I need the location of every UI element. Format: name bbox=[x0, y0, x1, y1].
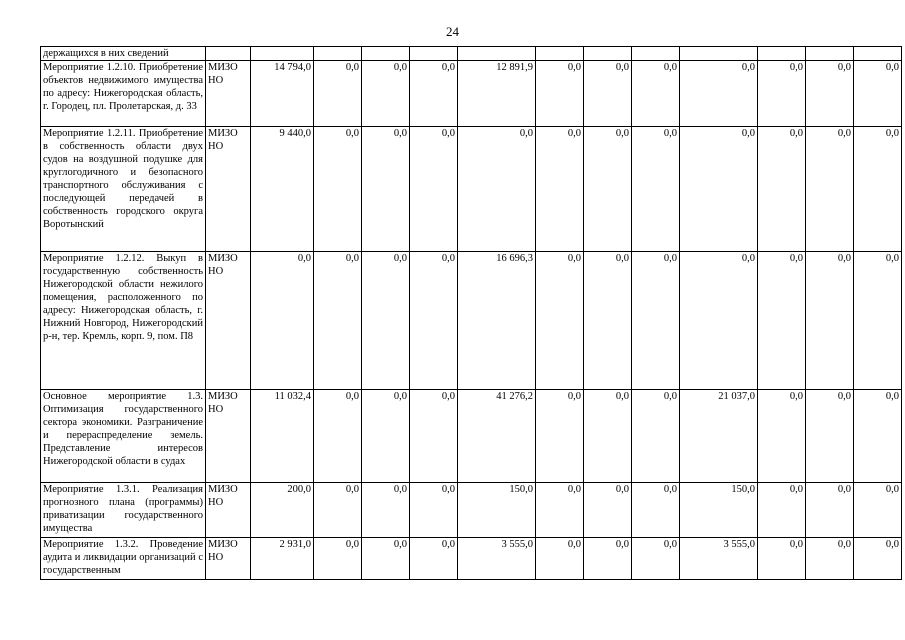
value-cell: 150,0 bbox=[680, 483, 758, 538]
value-cell: 0,0 bbox=[806, 390, 854, 483]
value-cell: 0,0 bbox=[362, 127, 410, 252]
value-cell: 0,0 bbox=[536, 61, 584, 127]
value-cell: 0,0 bbox=[758, 538, 806, 580]
row-description: Мероприятие 1.2.12. Выкуп в государственную собственность Нижегородской области нежилого помещения, расположенного по адресу: Нижегородская область, г. Нижний Новгород, Нижегородский р-н, тер. Кремль, корп. 9, пом. П8 bbox=[41, 252, 206, 390]
table-row bbox=[41, 47, 902, 61]
value-cell: 0,0 bbox=[251, 252, 314, 390]
empty-cell bbox=[458, 47, 536, 61]
value-cell: 0,0 bbox=[584, 390, 632, 483]
value-cell: 0,0 bbox=[584, 61, 632, 127]
empty-cell bbox=[806, 47, 854, 61]
empty-cell bbox=[536, 47, 584, 61]
empty-cell bbox=[680, 47, 758, 61]
responsible-executor: МИЗО НО bbox=[206, 538, 251, 580]
value-cell: 0,0 bbox=[314, 483, 362, 538]
value-cell: 0,0 bbox=[854, 390, 902, 483]
value-cell: 0,0 bbox=[854, 538, 902, 580]
value-cell: 0,0 bbox=[680, 61, 758, 127]
value-cell: 150,0 bbox=[458, 483, 536, 538]
empty-cell bbox=[632, 47, 680, 61]
value-cell: 0,0 bbox=[314, 252, 362, 390]
value-cell: 0,0 bbox=[536, 538, 584, 580]
value-cell: 0,0 bbox=[362, 390, 410, 483]
value-cell: 0,0 bbox=[410, 390, 458, 483]
value-cell: 0,0 bbox=[632, 252, 680, 390]
row-description: Мероприятие 1.2.11. Приобретение в собственность области двух судов на воздушной подушке для круглогодичного и безопасного транспортного обслуживания с последующей передачей в собственность городского округа Воротынский bbox=[41, 127, 206, 252]
row-description: Основное мероприятие 1.3. Оптимизация государственного сектора экономики. Разграничение и перераспределение земель. Представление интересов Нижегородской области в судах bbox=[41, 390, 206, 483]
value-cell: 0,0 bbox=[806, 61, 854, 127]
value-cell: 11 032,4 bbox=[251, 390, 314, 483]
row-description: Мероприятие 1.2.10. Приобретение объектов недвижимого имущества по адресу: Нижегородская область, г. Городец, пл. Пролетарская, д. 33 bbox=[41, 61, 206, 127]
table-row bbox=[41, 61, 902, 127]
value-cell: 0,0 bbox=[362, 483, 410, 538]
value-cell: 0,0 bbox=[584, 483, 632, 538]
empty-cell bbox=[758, 47, 806, 61]
empty-cell bbox=[251, 47, 314, 61]
value-cell: 0,0 bbox=[410, 127, 458, 252]
value-cell: 0,0 bbox=[314, 390, 362, 483]
table-row bbox=[41, 127, 902, 252]
value-cell: 0,0 bbox=[314, 61, 362, 127]
value-cell: 0,0 bbox=[632, 538, 680, 580]
value-cell: 0,0 bbox=[362, 538, 410, 580]
responsible-executor: МИЗО НО bbox=[206, 252, 251, 390]
value-cell: 9 440,0 bbox=[251, 127, 314, 252]
responsible-executor: МИЗО НО bbox=[206, 483, 251, 538]
empty-cell bbox=[410, 47, 458, 61]
responsible-executor: МИЗО НО bbox=[206, 127, 251, 252]
value-cell: 0,0 bbox=[806, 252, 854, 390]
empty-cell bbox=[854, 47, 902, 61]
value-cell: 0,0 bbox=[632, 483, 680, 538]
value-cell: 0,0 bbox=[806, 127, 854, 252]
empty-cell bbox=[362, 47, 410, 61]
value-cell: 0,0 bbox=[854, 61, 902, 127]
value-cell: 0,0 bbox=[536, 127, 584, 252]
value-cell: 21 037,0 bbox=[680, 390, 758, 483]
value-cell: 0,0 bbox=[410, 61, 458, 127]
value-cell: 41 276,2 bbox=[458, 390, 536, 483]
value-cell: 0,0 bbox=[758, 252, 806, 390]
row-description: держащихся в них сведений bbox=[41, 47, 206, 61]
value-cell: 14 794,0 bbox=[251, 61, 314, 127]
page-number: 24 bbox=[446, 24, 459, 39]
value-cell: 0,0 bbox=[536, 252, 584, 390]
empty-cell bbox=[584, 47, 632, 61]
table-row bbox=[41, 390, 902, 483]
value-cell: 0,0 bbox=[536, 483, 584, 538]
value-cell: 0,0 bbox=[854, 252, 902, 390]
value-cell: 0,0 bbox=[410, 483, 458, 538]
value-cell: 0,0 bbox=[410, 538, 458, 580]
value-cell: 0,0 bbox=[536, 390, 584, 483]
value-cell: 0,0 bbox=[758, 61, 806, 127]
value-cell: 0,0 bbox=[584, 538, 632, 580]
value-cell: 0,0 bbox=[632, 61, 680, 127]
value-cell: 12 891,9 bbox=[458, 61, 536, 127]
value-cell: 0,0 bbox=[314, 127, 362, 252]
value-cell: 0,0 bbox=[584, 127, 632, 252]
value-cell: 3 555,0 bbox=[458, 538, 536, 580]
value-cell: 0,0 bbox=[584, 252, 632, 390]
value-cell: 0,0 bbox=[632, 127, 680, 252]
table-row bbox=[41, 538, 902, 580]
value-cell: 0,0 bbox=[854, 483, 902, 538]
value-cell: 0,0 bbox=[632, 390, 680, 483]
value-cell: 3 555,0 bbox=[680, 538, 758, 580]
value-cell: 0,0 bbox=[680, 252, 758, 390]
table-row bbox=[41, 483, 902, 538]
value-cell: 0,0 bbox=[362, 252, 410, 390]
responsible-executor: МИЗО НО bbox=[206, 61, 251, 127]
value-cell: 16 696,3 bbox=[458, 252, 536, 390]
row-description: Мероприятие 1.3.1. Реализация прогнозного плана (программы) приватизации государственного имущества bbox=[41, 483, 206, 538]
value-cell: 0,0 bbox=[758, 483, 806, 538]
table-row bbox=[41, 252, 902, 390]
value-cell: 0,0 bbox=[410, 252, 458, 390]
value-cell: 0,0 bbox=[806, 538, 854, 580]
value-cell: 0,0 bbox=[362, 61, 410, 127]
value-cell: 0,0 bbox=[758, 127, 806, 252]
value-cell: 2 931,0 bbox=[251, 538, 314, 580]
responsible-executor: МИЗО НО bbox=[206, 390, 251, 483]
value-cell: 0,0 bbox=[314, 538, 362, 580]
empty-cell bbox=[206, 47, 251, 61]
value-cell: 0,0 bbox=[806, 483, 854, 538]
value-cell: 0,0 bbox=[854, 127, 902, 252]
value-cell: 200,0 bbox=[251, 483, 314, 538]
budget-table bbox=[40, 46, 902, 580]
empty-cell bbox=[314, 47, 362, 61]
value-cell: 0,0 bbox=[758, 390, 806, 483]
value-cell: 0,0 bbox=[680, 127, 758, 252]
row-description: Мероприятие 1.3.2. Проведение аудита и ликвидации организаций с государственным bbox=[41, 538, 206, 580]
value-cell: 0,0 bbox=[458, 127, 536, 252]
